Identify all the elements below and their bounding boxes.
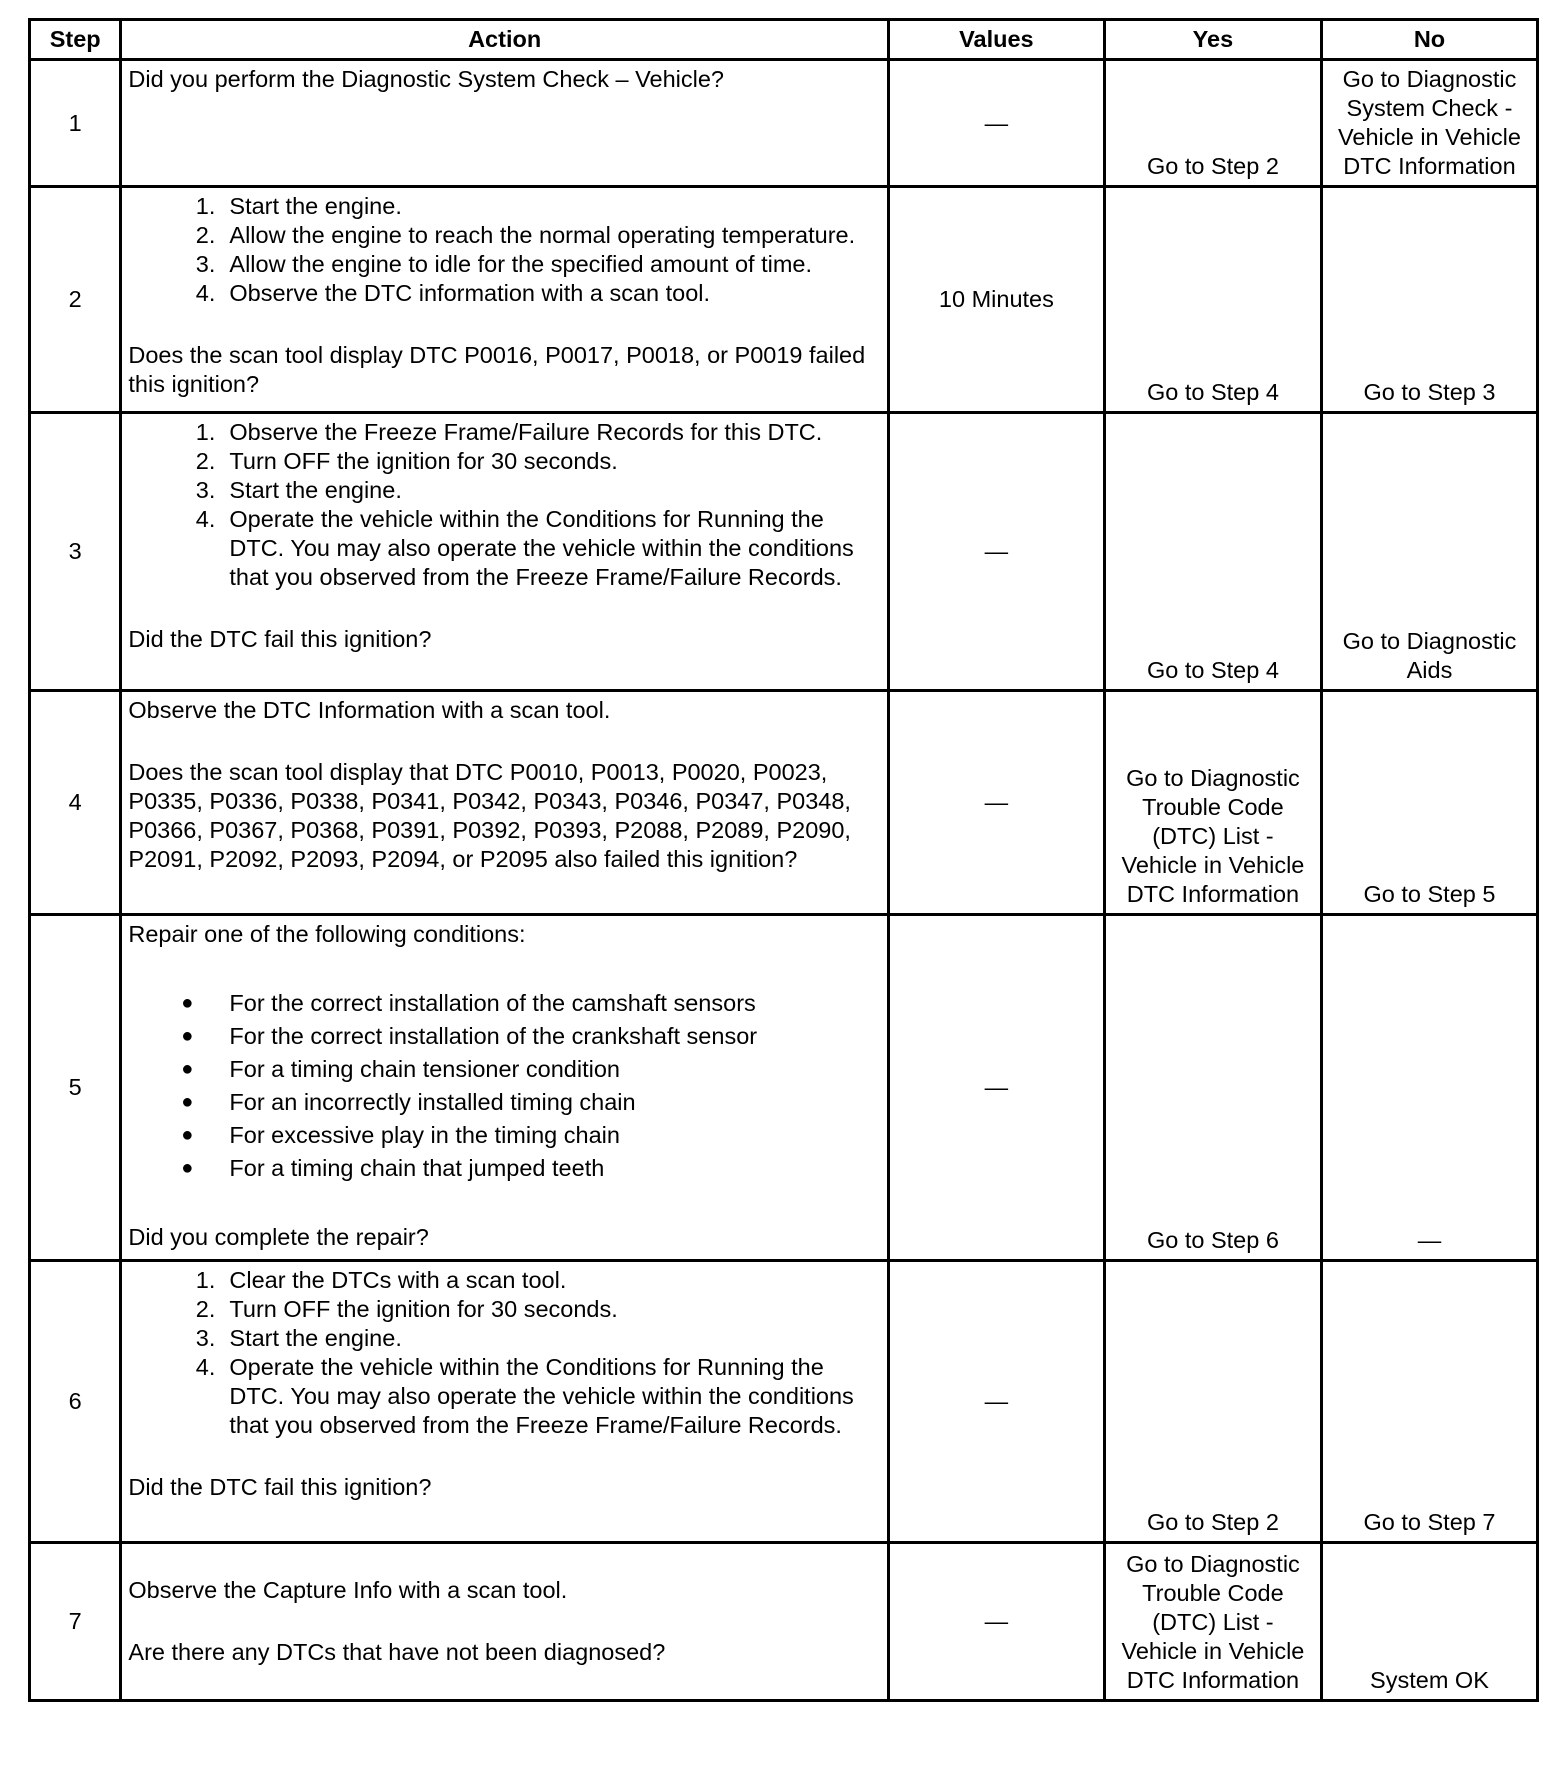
action-cell bbox=[121, 915, 889, 1261]
no-cell: Go to Diagnostic Aids bbox=[1321, 413, 1537, 691]
step-number: 2 bbox=[30, 187, 121, 413]
value-cell: — bbox=[888, 915, 1104, 1261]
header-yes: Yes bbox=[1104, 20, 1321, 60]
value-cell: — bbox=[888, 60, 1104, 187]
table-row bbox=[30, 1543, 1538, 1701]
step-text: Start the engine. bbox=[229, 193, 402, 219]
table-row bbox=[30, 1261, 1538, 1543]
yes-cell: Go to Step 2 bbox=[1104, 60, 1321, 187]
yes-cell: Go to Diagnostic Trouble Code (DTC) List - Vehicle in Vehicle DTC Information bbox=[1104, 1543, 1321, 1701]
action-cell bbox=[121, 1261, 889, 1543]
step-text: Allow the engine to idle for the specified amount of time. bbox=[229, 251, 813, 277]
list-item bbox=[128, 192, 881, 221]
step-number: 3 bbox=[30, 413, 121, 691]
list-item bbox=[128, 1121, 881, 1150]
step-text: Allow the engine to reach the normal operating temperature. bbox=[229, 222, 856, 248]
bullet-icon: ● bbox=[181, 1025, 194, 1047]
list-item bbox=[128, 1295, 881, 1324]
step-text: Start the engine. bbox=[229, 477, 402, 503]
list-item bbox=[128, 221, 881, 250]
list-item bbox=[128, 1324, 881, 1353]
value-cell: — bbox=[888, 691, 1104, 915]
no-cell: System OK bbox=[1321, 1543, 1537, 1701]
list-item bbox=[128, 989, 881, 1018]
action-intro: Repair one of the following conditions: bbox=[128, 921, 526, 947]
action-steps bbox=[128, 192, 881, 308]
yes-cell: Go to Step 4 bbox=[1104, 187, 1321, 413]
condition-text: For an incorrectly installed timing chain bbox=[229, 1089, 636, 1115]
step-text: Observe the Freeze Frame/Failure Records for this DTC. bbox=[229, 419, 823, 445]
action-question: Did the DTC fail this ignition? bbox=[128, 1474, 432, 1500]
list-item bbox=[128, 1088, 881, 1117]
step-text: Start the engine. bbox=[229, 1325, 402, 1351]
header-step: Step bbox=[30, 20, 121, 60]
step-number: 6 bbox=[30, 1261, 121, 1543]
step-index: 4. bbox=[195, 280, 216, 306]
value-cell: — bbox=[888, 1261, 1104, 1543]
bullet-icon: ● bbox=[181, 1091, 194, 1113]
step-number: 1 bbox=[30, 60, 121, 187]
action-cell bbox=[121, 60, 889, 187]
step-text: Operate the vehicle within the Conditions for Running the DTC. You may also operate the vehicle within the conditions that you observed from the Freeze Frame/Failure Records. bbox=[229, 506, 854, 590]
condition-text: For the correct installation of the camshaft sensors bbox=[229, 990, 756, 1016]
condition-text: For a timing chain that jumped teeth bbox=[229, 1155, 605, 1181]
table-row bbox=[30, 60, 1538, 187]
step-index: 1. bbox=[195, 1267, 216, 1293]
value-cell: — bbox=[888, 1543, 1104, 1701]
list-item bbox=[128, 1022, 881, 1051]
no-cell: Go to Step 5 bbox=[1321, 691, 1537, 915]
condition-list bbox=[128, 989, 881, 1183]
action-cell bbox=[121, 1543, 889, 1701]
list-item bbox=[128, 1154, 881, 1183]
condition-text: For a timing chain tensioner condition bbox=[229, 1056, 620, 1082]
action-cell bbox=[121, 413, 889, 691]
condition-text: For the correct installation of the crankshaft sensor bbox=[229, 1023, 758, 1049]
action-question: Did you perform the Diagnostic System Check – Vehicle? bbox=[128, 66, 725, 92]
no-cell: Go to Step 3 bbox=[1321, 187, 1537, 413]
step-number: 5 bbox=[30, 915, 121, 1261]
step-index: 4. bbox=[195, 1354, 216, 1380]
action-question: Are there any DTCs that have not been diagnosed? bbox=[128, 1639, 666, 1665]
bullet-icon: ● bbox=[181, 1124, 194, 1146]
action-question: Did the DTC fail this ignition? bbox=[128, 626, 432, 652]
no-cell: — bbox=[1321, 915, 1537, 1261]
list-item bbox=[128, 1055, 881, 1084]
bullet-icon: ● bbox=[181, 1058, 194, 1080]
action-question: Did you complete the repair? bbox=[128, 1224, 429, 1250]
list-item bbox=[128, 1266, 881, 1295]
step-number: 7 bbox=[30, 1543, 121, 1701]
yes-cell: Go to Step 2 bbox=[1104, 1261, 1321, 1543]
list-item bbox=[128, 250, 881, 279]
step-text: Turn OFF the ignition for 30 seconds. bbox=[229, 448, 618, 474]
step-text: Operate the vehicle within the Conditions for Running the DTC. You may also operate the vehicle within the conditions that you observed from the Freeze Frame/Failure Records. bbox=[229, 1354, 854, 1438]
step-text: Clear the DTCs with a scan tool. bbox=[229, 1267, 567, 1293]
yes-cell: Go to Step 6 bbox=[1104, 915, 1321, 1261]
list-item bbox=[128, 447, 881, 476]
bullet-icon: ● bbox=[181, 1157, 194, 1179]
action-cell bbox=[121, 691, 889, 915]
yes-cell: Go to Diagnostic Trouble Code (DTC) List - Vehicle in Vehicle DTC Information bbox=[1104, 691, 1321, 915]
table-row bbox=[30, 691, 1538, 915]
list-item bbox=[128, 476, 881, 505]
action-intro: Observe the DTC Information with a scan tool. bbox=[128, 697, 611, 723]
list-item bbox=[128, 505, 881, 592]
action-steps bbox=[128, 418, 881, 592]
action-intro: Observe the Capture Info with a scan tool. bbox=[128, 1577, 568, 1603]
step-number: 4 bbox=[30, 691, 121, 915]
step-index: 2. bbox=[195, 222, 216, 248]
action-cell bbox=[121, 187, 889, 413]
value-cell: — bbox=[888, 413, 1104, 691]
yes-cell: Go to Step 4 bbox=[1104, 413, 1321, 691]
header-values: Values bbox=[888, 20, 1104, 60]
diagnostic-table bbox=[28, 18, 1539, 1702]
step-index: 2. bbox=[195, 448, 216, 474]
step-text: Observe the DTC information with a scan tool. bbox=[229, 280, 711, 306]
step-text: Turn OFF the ignition for 30 seconds. bbox=[229, 1296, 618, 1322]
step-index: 3. bbox=[195, 477, 216, 503]
action-question: Does the scan tool display that DTC P0010, P0013, P0020, P0023, P0335, P0336, P0338, P0341, P0342, P0343, P0346, P0347, P0348, P0366, P0367, P0368, P0391, P0392, P0393, P2088, P2089, P2090, P2091, P2092, P2093, P2094, or P2095 also failed this ignition? bbox=[128, 759, 851, 872]
no-cell: Go to Step 7 bbox=[1321, 1261, 1537, 1543]
list-item bbox=[128, 418, 881, 447]
step-index: 3. bbox=[195, 251, 216, 277]
step-index: 4. bbox=[195, 506, 216, 532]
action-question: Does the scan tool display DTC P0016, P0017, P0018, or P0019 failed this ignition? bbox=[128, 342, 866, 397]
table-row bbox=[30, 187, 1538, 413]
step-index: 2. bbox=[195, 1296, 216, 1322]
header-action: Action bbox=[121, 20, 889, 60]
step-index: 1. bbox=[195, 419, 216, 445]
list-item bbox=[128, 279, 881, 308]
step-index: 1. bbox=[195, 193, 216, 219]
table-row bbox=[30, 915, 1538, 1261]
step-index: 3. bbox=[195, 1325, 216, 1351]
value-cell: 10 Minutes bbox=[888, 187, 1104, 413]
table-row bbox=[30, 413, 1538, 691]
bullet-icon: ● bbox=[181, 992, 194, 1014]
action-steps bbox=[128, 1266, 881, 1440]
header-row bbox=[30, 20, 1538, 60]
no-cell: Go to Diagnostic System Check - Vehicle in Vehicle DTC Information bbox=[1321, 60, 1537, 187]
condition-text: For excessive play in the timing chain bbox=[229, 1122, 620, 1148]
list-item bbox=[128, 1353, 881, 1440]
header-no: No bbox=[1321, 20, 1537, 60]
